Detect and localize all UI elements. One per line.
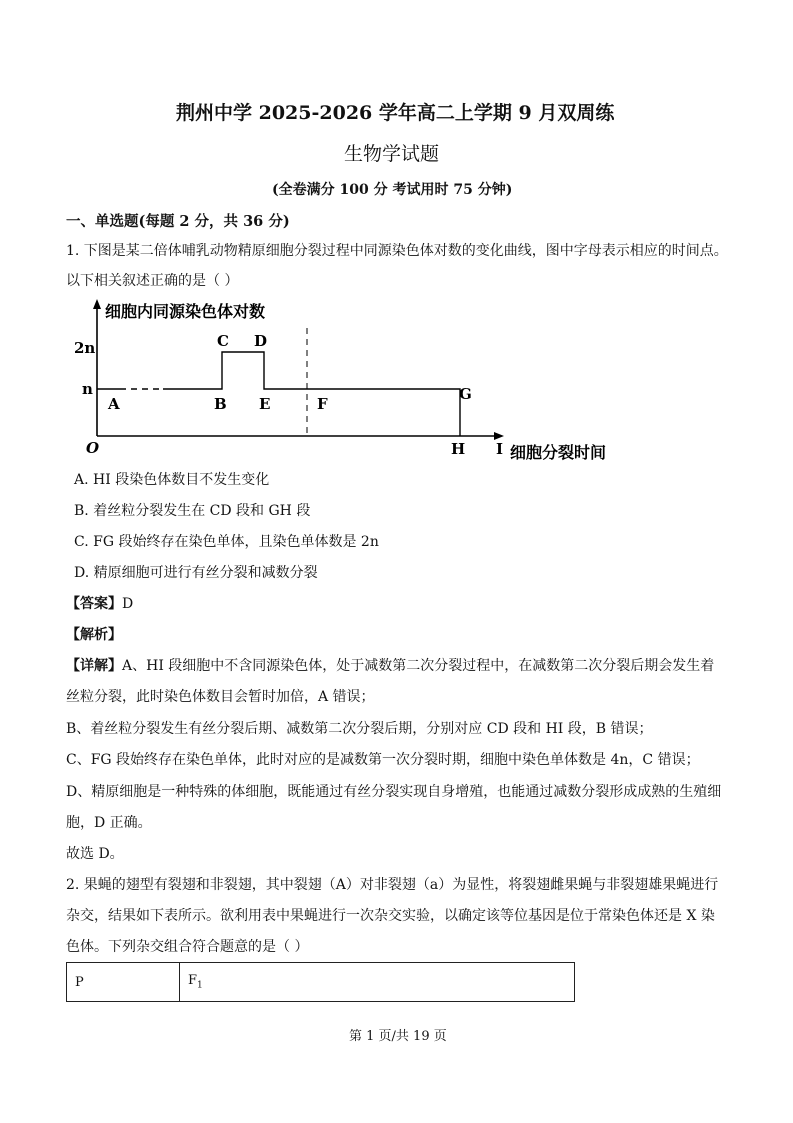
detail-line-5: D、精原细胞是一种特殊的体细胞，既能通过有丝分裂实现自身增殖，也能通过减数分裂形成成熟的生殖细 <box>66 784 722 800</box>
point-D: D <box>254 332 268 350</box>
exam-subject: 生物学试题 <box>344 143 440 165</box>
detail-line-3: B、着丝粒分裂发生有丝分裂后期、减数第二次分裂后期，分别对应 CD 段和 HI 段，B 错误； <box>66 721 653 737</box>
point-C: C <box>217 332 229 350</box>
f-letter: F <box>188 973 198 989</box>
detail-line-2: 丝粒分裂，此时染色体数目会暂时加倍，A 错误； <box>66 689 375 705</box>
q2-stem-line1: 2. 果蝇的翅型有裂翅和非裂翅，其中裂翅（A）对非裂翅（a）为显性，将裂翅雌果蝇与非裂翅雄果蝇进行 <box>66 877 719 893</box>
answer-label: 【答案】 <box>66 596 122 612</box>
tick-2n: 2n <box>74 339 96 357</box>
q1-option-d: D. 精原细胞可进行有丝分裂和减数分裂 <box>74 565 318 581</box>
point-G: G <box>459 385 472 403</box>
point-E: E <box>259 395 271 413</box>
exam-meta: (全卷满分 100 分 考试用时 75 分钟) <box>272 182 513 198</box>
point-B: B <box>214 395 227 413</box>
table-header-p: P <box>67 963 180 1002</box>
detail-line-7: 故选 D。 <box>66 846 124 862</box>
q1-stem-line1: 1. 下图是某二倍体哺乳动物精原细胞分裂过程中同源染色体对数的变化曲线，图中字母表示相应的时间点。 <box>66 243 728 259</box>
exam-title: 荆州中学 2025-2026 学年高二上学期 9 月双周练 <box>176 102 615 124</box>
detail-label: 【详解】 <box>66 658 122 674</box>
section-heading: 一、单选题(每题 2 分，共 36 分) <box>66 213 290 230</box>
point-A: A <box>108 395 120 413</box>
analysis-label: 【解析】 <box>66 627 122 643</box>
point-H: H <box>451 440 466 458</box>
tick-n: n <box>82 380 93 398</box>
detail-line-6: 胞，D 正确。 <box>66 815 152 831</box>
q1-stem-line2: 以下相关叙述正确的是（ ） <box>66 273 239 289</box>
point-F: F <box>317 395 328 413</box>
y-axis-arrow <box>93 299 101 309</box>
page-number: 第 1 页/共 19 页 <box>349 1029 447 1044</box>
q1-answer <box>66 594 133 614</box>
q1-figure <box>68 295 628 470</box>
answer-value: D <box>122 596 134 612</box>
q2-table <box>66 962 575 1002</box>
q1-option-c: C. FG 段始终存在染色单体，且染色单体数是 2n <box>74 534 379 550</box>
x-axis-arrow <box>494 432 504 440</box>
q2-stem-line3: 色体。下列杂交组合符合题意的是（ ） <box>66 939 309 955</box>
detail-text-1: A、HI 段细胞中不含同源染色体，处于减数第二次分裂过程中，在减数第二次分裂后期会发生着 <box>122 658 715 674</box>
point-I: I <box>496 440 504 458</box>
figure-ylabel: 细胞内同源染色体对数 <box>105 302 266 321</box>
origin-label: O <box>86 439 100 457</box>
f-subscript: 1 <box>197 980 203 991</box>
q2-stem-line2: 杂交，结果如下表所示。欲利用表中果蝇进行一次杂交实验，以确定该等位基因是位于常染色体还是 X 染 <box>66 908 715 924</box>
q1-option-a: A. HI 段染色体数目不发生变化 <box>74 472 270 488</box>
q1-option-b: B. 着丝粒分裂发生在 CD 段和 GH 段 <box>74 503 311 519</box>
figure-xlabel: 细胞分裂时间 <box>510 443 607 462</box>
table-row <box>67 963 575 1002</box>
curve-main <box>163 352 460 436</box>
detail-line-1 <box>66 656 714 676</box>
detail-line-4: C、FG 段始终存在染色单体，此时对应的是减数第一次分裂时期，细胞中染色单体数是 4n，C 错误； <box>66 752 700 768</box>
table-header-f1 <box>180 963 575 1002</box>
